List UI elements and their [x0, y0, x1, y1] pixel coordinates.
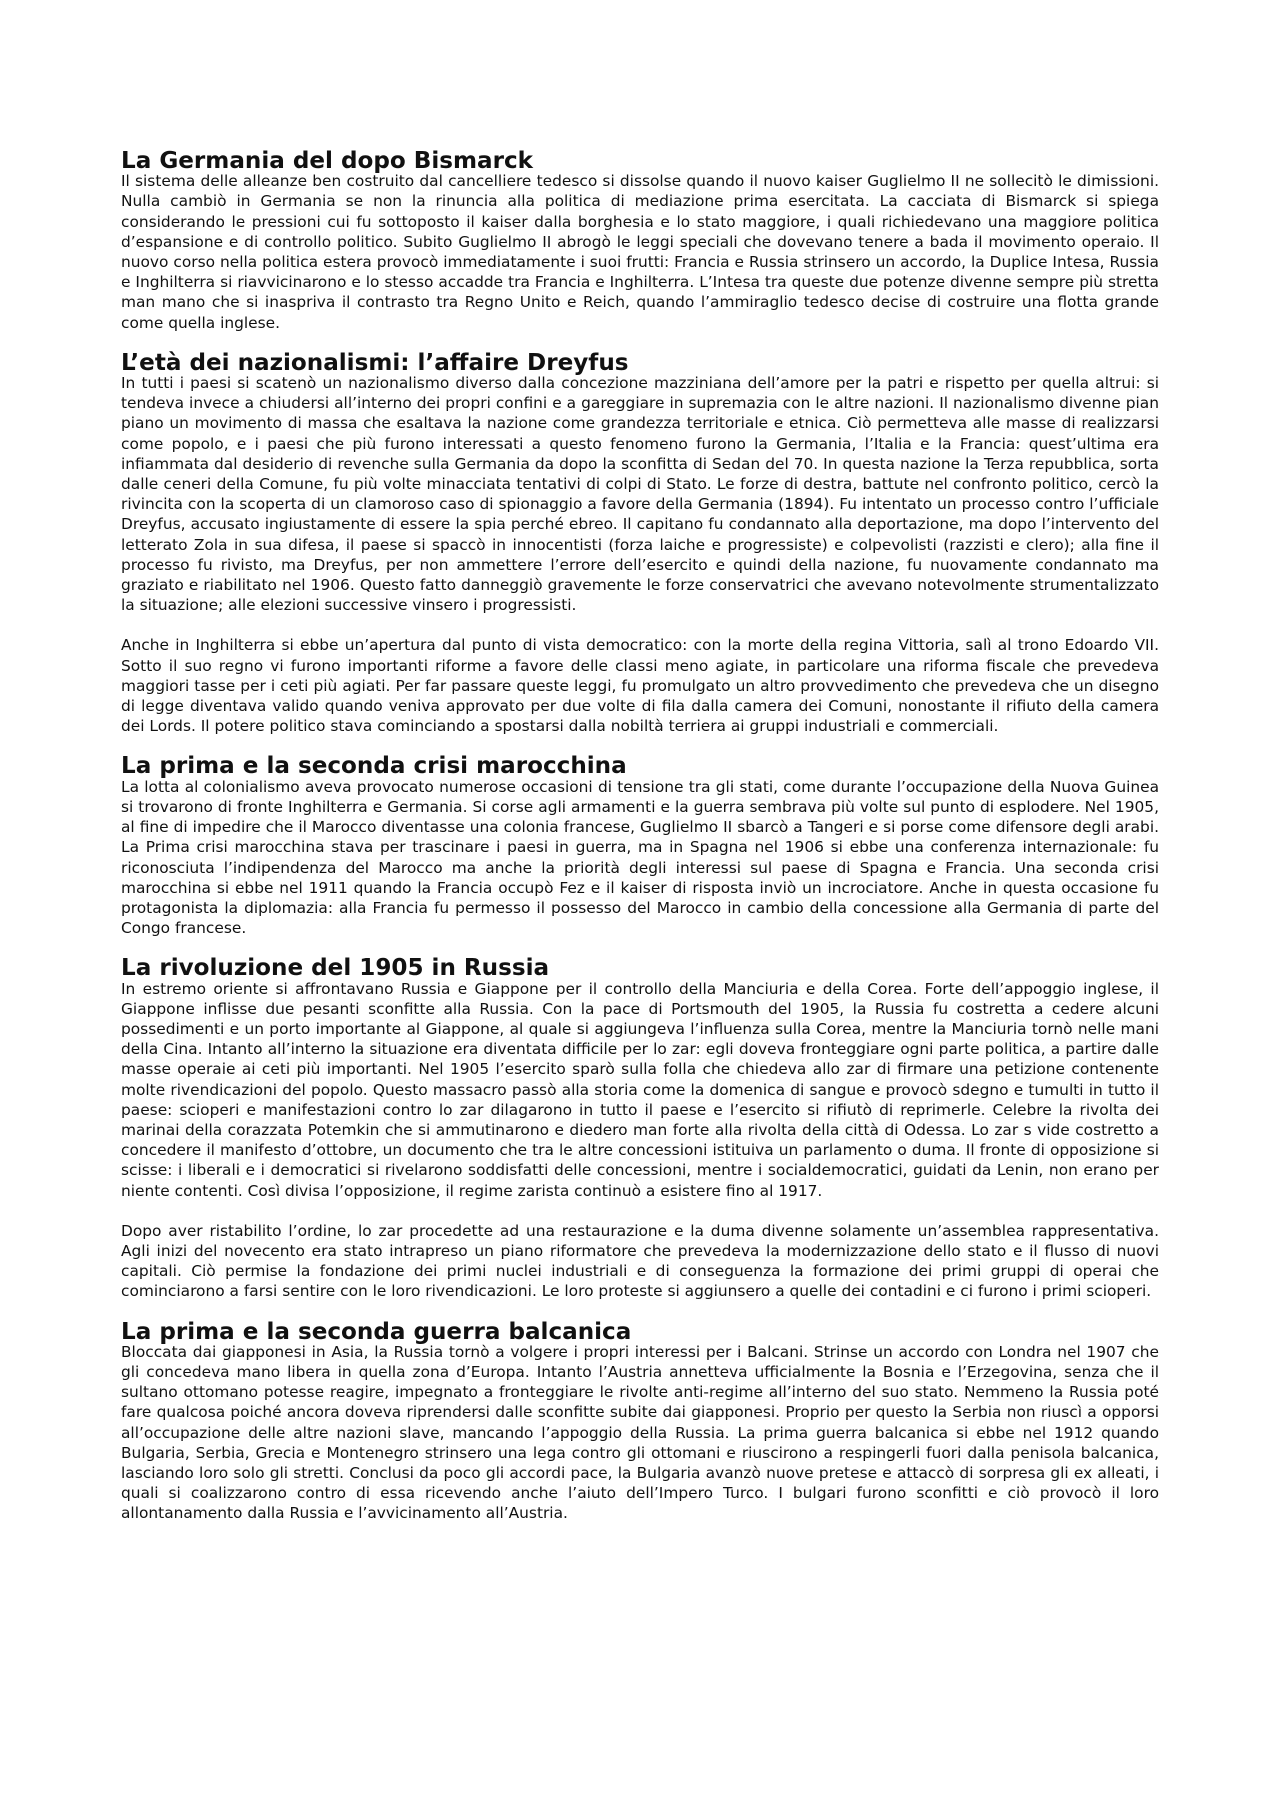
section-title: L’età dei nazionalismi: l’affaire Dreyfus [121, 349, 629, 376]
paragraph: In estremo oriente si affrontavano Russia e Giappone per il controllo della Manciuria e della Corea. Forte dell’appoggio inglese, il Giappone inflisse due pesanti sconfitte alla Russia. Con la pace di Portsmouth del 1905, la Russia fu costretta a cedere alcuni possedimenti e un porto importante al Giappone, al quale si aggiungeva l’influenza sulla Corea, mentre la Manciuria tornò nelle mani della Cina. Intanto all’interno la situazione era diventata difficile per lo zar: egli doveva fronteggiare ogni parte politica, a partire dalle masse operaie ai ceti più importanti. Nel 1905 l’esercito sparò sulla folla che chiedeva allo zar di firmare una petizione contenente molte rivendicazioni del popolo. Questo massacro passò alla storia come la domenica di sangue e provocò sdegno e tumulti in tutto il paese: scioperi e manifestazioni contro lo zar dilagarono in tutto il paese e l’esercito si rifiutò di reprimerle. Celebre la rivolta dei marinai della corazzata Potemkin che si ammutinarono e diedero man forte alla rivolta della città di Odessa. Lo zar s vide costretto a concedere il manifesto d’ottobre, un documento che tra le altre concessioni istituiva un parlamento o duma. Il fronte di opposizione si scisse: i liberali e i democratici si rivelarono soddisfatti delle concessioni, mentre i socialdemocratici, guidati da Lenin, non erano per niente contenti. Così divisa l’opposizione, il regime zarista continuò a esistere fino al 1917. [121, 979, 1159, 1200]
section-title: La Germania del dopo Bismarck [121, 148, 534, 174]
section-crisi-marocchina [121, 753, 1159, 938]
paragraph: Dopo aver ristabilito l’ordine, lo zar procedette ad una restaurazione e la duma divenne solamente un’assemblea rappresentativa. Agli inizi del novecento era stato intrapreso un piano riformatore che prevedeva la modernizzazione dello stato e il flusso di nuovi capitali. Ciò permise la fondazione dei primi nuclei industriali e di conseguenza la formazione dei primi gruppi di operai che cominciarono a farsi sentire con le loro rivendicazioni. Le loro proteste si aggiunsero a quelle dei contadini e ci furono i primi scioperi. [121, 1221, 1159, 1301]
paragraph: La lotta al colonialismo aveva provocato numerose occasioni di tensione tra gli stati, come durante l’occupazione della Nuova Guinea si trovarono di fronte Inghilterra e Germania. Si corse agli armamenti e la guerra sembrava più volte sul punto di esplodere. Nel 1905, al fine di impedire che il Marocco diventasse una colonia francese, Guglielmo II sbarcò a Tangeri e si porse come difensore degli arabi. La Prima crisi marocchina stava per trascinare i paesi in guerra, ma in Spagna nel 1906 si ebbe una conferenza internazionale: fu riconosciuta l’indipendenza del Marocco ma anche la priorità degli interessi sul paese di Spagna e Francia. Una seconda crisi marocchina si ebbe nel 1911 quando la Francia occupò Fez e il kaiser di risposta inviò un incrociatore. Anche in questa occasione fu protagonista la diplomazia: alla Francia fu permesso il possesso del Marocco in cambio della concessione alla Germania di parte del Congo francese. [121, 777, 1159, 938]
section-rivoluzione-russia [121, 955, 1159, 1301]
section-title: La prima e la seconda crisi marocchina [121, 753, 627, 780]
section-title: La rivoluzione del 1905 in Russia [121, 955, 550, 982]
paragraph: Anche in Inghilterra si ebbe un’apertura dal punto di vista democratico: con la morte della regina Vittoria, salì al trono Edoardo VII. Sotto il suo regno vi furono importanti riforme a favore delle classi meno agiate, in particolare una riforma fiscale che prevedeva maggiori tasse per i ceti più agiati. Per far passare queste leggi, fu promulgato un altro provvedimento che prevedeva che un disegno di legge diventava valido quando veniva approvato per due volte di fila dalla camera dei Comuni, nonostante il rifiuto della camera dei Lords. Il potere politico stava cominciando a spostarsi dalla nobiltà terriera ai gruppi industriali e commerciali. [121, 636, 1159, 736]
document-page [121, 148, 1159, 1544]
paragraph: In tutti i paesi si scatenò un nazionalismo diverso dalla concezione mazziniana dell’amore per la patri e rispetto per quella altrui: si tendeva invece a chiudersi all’interno dei propri confini e a gareggiare in supremazia con le altre nazioni. Il nazionalismo divenne pian piano un movimento di massa che esaltava la nazione come grandezza territoriale e etnica. Ciò permetteva alle masse di realizzarsi come popolo, e i paesi che più furono interessati a questo fenomeno furono la Germania, l’Italia e la Francia: quest’ultima era infiammata dal desiderio di revenche sulla Germania da dopo la sconfitta di Sedan del 70. In questa nazione la Terza repubblica, sorta dalle ceneri della Comune, fu più volte minacciata tentativi di colpi di Stato. Le forze di destra, battute nel confronto politico, cercò la rivincita con la scoperta di un clamoroso caso di spionaggio a favore della Germania (1894). Fu intentato un processo contro l’ufficiale Dreyfus, accusato ingiustamente di essere la spia perché ebreo. Il capitano fu condannato alla deportazione, ma dopo l’intervento del letterato Zola in sua difesa, il paese si spaccò in innocentisti (forza laiche e progressiste) e colpevolisti (razzisti e clero); alla fine il processo fu rivisto, ma Dreyfus, per non ammettere l’errore dell’esercito e quindi della nazione, fu nuovamente condannato ma graziato e riabilitato nel 1906. Questo fatto danneggiò gravemente le forze conservatrici che avevano notevolmente strumentalizzato la situazione; alle elezioni successive vinsero i progressisti. [121, 374, 1159, 615]
section-title: La prima e la seconda guerra balcanica [121, 1318, 632, 1345]
section-nazionalismi [121, 349, 1159, 737]
paragraph: Il sistema delle alleanze ben costruito dal cancelliere tedesco si dissolse quando il nuovo kaiser Guglielmo II ne sollecitò le dimissioni. Nulla cambiò in Germania se non la rinuncia alla politica di mediazione prima esercitata. La cacciata di Bismarck si spiega considerando le pressioni cui fu sottoposto il kaiser dalla borghesia e lo stato maggiore, i quali richiedevano una maggiore politica d’espansione e di controllo politico. Subito Guglielmo II abrogò le leggi speciali che dovevano tenere a bada il movimento operaio. Il nuovo corso nella politica estera provocò immediatamente i suoi frutti: Francia e Russia strinsero un accordo, la Duplice Intesa, Russia e Inghilterra si riavvicinarono e lo stesso accadde tra Francia e Inghilterra. L’Intesa tra queste due potenze divenne sempre più stretta man mano che si inaspriva il contrasto tra Regno Unito e Reich, quando l’ammiraglio tedesco decise di costruire una flotta grande come quella inglese. [121, 172, 1159, 332]
section-germania [121, 148, 1159, 333]
paragraph: Bloccata dai giapponesi in Asia, la Russia tornò a volgere i propri interessi per i Balcani. Strinse un accordo con Londra nel 1907 che gli concedeva mano libera in quella zona d’Europa. Intanto l’Austria annetteva ufficialmente la Bosnia e l’Erzegovina, senza che il sultano ottomano potesse reagire, impegnato a fronteggiare le rivolte anti-regime all’interno del suo stato. Nemmeno la Russia poté fare qualcosa poiché ancora doveva riprendersi dalle sconfitte subite dai giapponesi. Proprio per questo la Serbia non riuscì a opporsi all’occupazione delle altre nazioni slave, mancando l’appoggio della Russia. La prima guerra balcanica si ebbe nel 1912 quando Bulgaria, Serbia, Grecia e Montenegro strinsero una lega contro gli ottomani e riuscirono a respingerli fuori dalla penisola balcanica, lasciando loro solo gli stretti. Conclusi da poco gli accordi pace, la Bulgaria avanzò nuove pretese e attaccò di sorpresa gli ex alleati, i quali si coalizzarono contro di essa ricevendo anche l’aiuto dell’Impero Turco. I bulgari furono sconfitti e ciò provocò il loro allontanamento dalla Russia e l’avvicinamento all’Austria. [121, 1342, 1159, 1523]
section-guerra-balcanica [121, 1318, 1159, 1524]
